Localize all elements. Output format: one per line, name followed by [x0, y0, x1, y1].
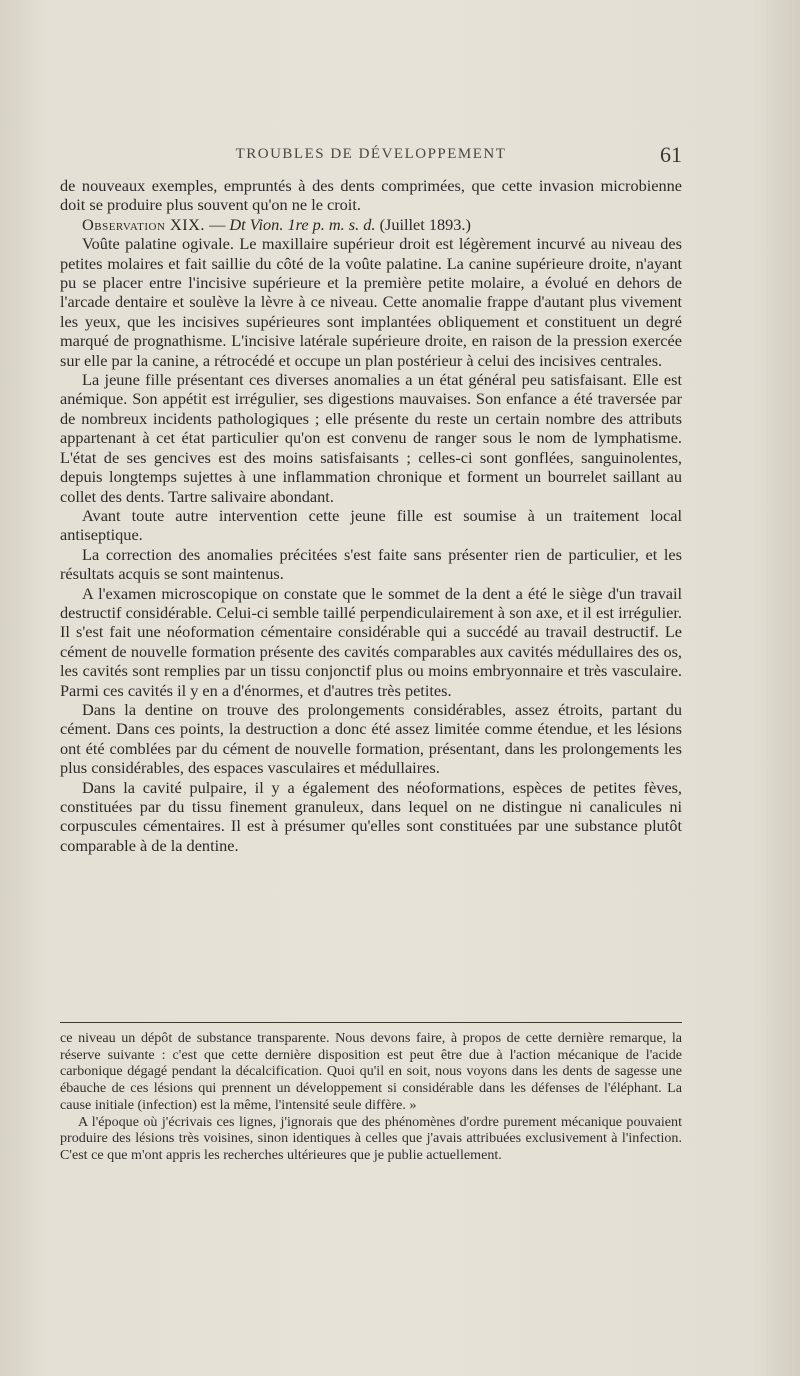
- observation-heading: [60, 215, 682, 234]
- observation-name: Dt Vion. 1re p. m. s. d.: [229, 214, 376, 234]
- paragraph-correction: La correction des anomalies précitées s'est faite sans présenter rien de particulier, et les résultats acquis se sont maintenus.: [60, 544, 682, 584]
- running-title: TROUBLES DE DÉVELOPPEMENT: [235, 146, 507, 162]
- paragraph-general-state: La jeune fille présentant ces diverses anomalies a un état général peu satisfaisant. Elle est anémique. Son appétit est irrégulier, ses digestions mauvaises. Son enfance a été traversée par de nombreux incidents pathologiques ; elle présente du reste un certain nombre des attributs appartenant à cet état particulier qu'on est convenu de ranger sous le nom de lymphatisme. L'état de ses gencives est des moins satisfaisants ; celles-ci sont gonflées, sanguinolentes, depuis longtemps sujettes à une inflammation chronique et forment un bourrelet saillant au collet des dents. Tartre salivaire abondant.: [60, 370, 682, 506]
- paragraph-anomalies: Voûte palatine ogivale. Le maxillaire supérieur droit est légèrement incurvé au niveau des petites molaires et fait saillie du côté de la voûte palatine. La canine supérieure droite, n'ayant pu se placer entre l'incisive supérieure et la première petite molaire, a évolué en dehors de l'arcade dentaire et soulève la lèvre à ce niveau. Cette anomalie frappe d'autant plus vivement les yeux, que les incisives supérieures sont implantées obliquement et constituent un degré marqué de prognathisme. L'incisive latérale supérieure droite, en raison de la pression exercée sur elle par la canine, a rétrocédé et occupe un plan postérieur à celui des incisives centrales.: [60, 234, 682, 370]
- footnote-continuation: ce niveau un dépôt de substance transparente. Nous devons faire, à propos de cette dernière remarque, la réserve suivante : c'est que cette dernière disposition est peut être due à l'action mécanique de l'acide carbonique dégagé pendant la décalcification. Quoi qu'il en soit, nous voyons dans les dents de sagesse une ébauche de ces lésions qui prennent un développement si considérable dans les défenses de l'éléphant. La cause initiale (infection) est la même, l'intensité seule diffère. »: [60, 1030, 682, 1113]
- paragraph-dentine: Dans la dentine on trouve des prolongements considérables, assez étroits, partant du cément. Dans ces points, la destruction a donc été assez limitée comme étendue, et les lésions ont été comblées par du cément de nouvelle formation, présentant, dans les prolongements les plus considérables, des espaces vasculaires et médullaires.: [60, 699, 682, 778]
- paragraph-continuation: de nouveaux exemples, empruntés à des dents comprimées, que cette invasion microbienne doit se produire plus souvent qu'on ne le croit.: [60, 176, 682, 215]
- paragraph-treatment: Avant toute autre intervention cette jeune fille est soumise à un traitement local antiseptique.: [60, 505, 682, 545]
- page-header: [60, 142, 682, 172]
- paragraph-pulp-cavity: Dans la cavité pulpaire, il y a également des néoformations, espèces de petites fèves, constituées par du tissu finement granuleux, dans lequel on ne distingue ni canalicules ni corpuscules cémentaires. Il est à présumer qu'elles sont constituées par une substance plutôt comparable à de la dentine.: [60, 777, 682, 855]
- paragraph-microscopy: A l'examen microscopique on constate que le sommet de la dent a été le siège d'un travail destructif considérable. Celui-ci semble taillé perpendiculairement à son axe, et il est irrégulier. Il s'est fait une néoformation cémentaire considérable qui a succédé au travail destructif. Le cément de nouvelle formation présente des cavités comparables aux cavités médullaires des os, les cavités sont remplies par un tissu conjonctif plus ou moins embryonnaire et très vasculaire. Parmi ces cavités il y en a d'énormes, et d'autres très petites.: [60, 583, 682, 700]
- footnotes: [60, 1030, 682, 1164]
- footnote-rule: [60, 1022, 682, 1023]
- observation-label: Observation XIX.: [82, 214, 205, 234]
- observation-dash: —: [205, 214, 230, 234]
- main-text: [60, 176, 682, 855]
- page-number: 61: [660, 142, 682, 167]
- footnote-addendum: A l'époque où j'écrivais ces lignes, j'ignorais que des phénomènes d'ordre purement mécanique pouvaient produire des lésions très voisines, sinon identiques à celles que j'avais attribuées exclusivement à l'infection. C'est ce que m'ont appris les recherches ultérieures que je publie actuellement.: [60, 1113, 682, 1163]
- observation-date: (Juillet 1893.): [375, 214, 471, 234]
